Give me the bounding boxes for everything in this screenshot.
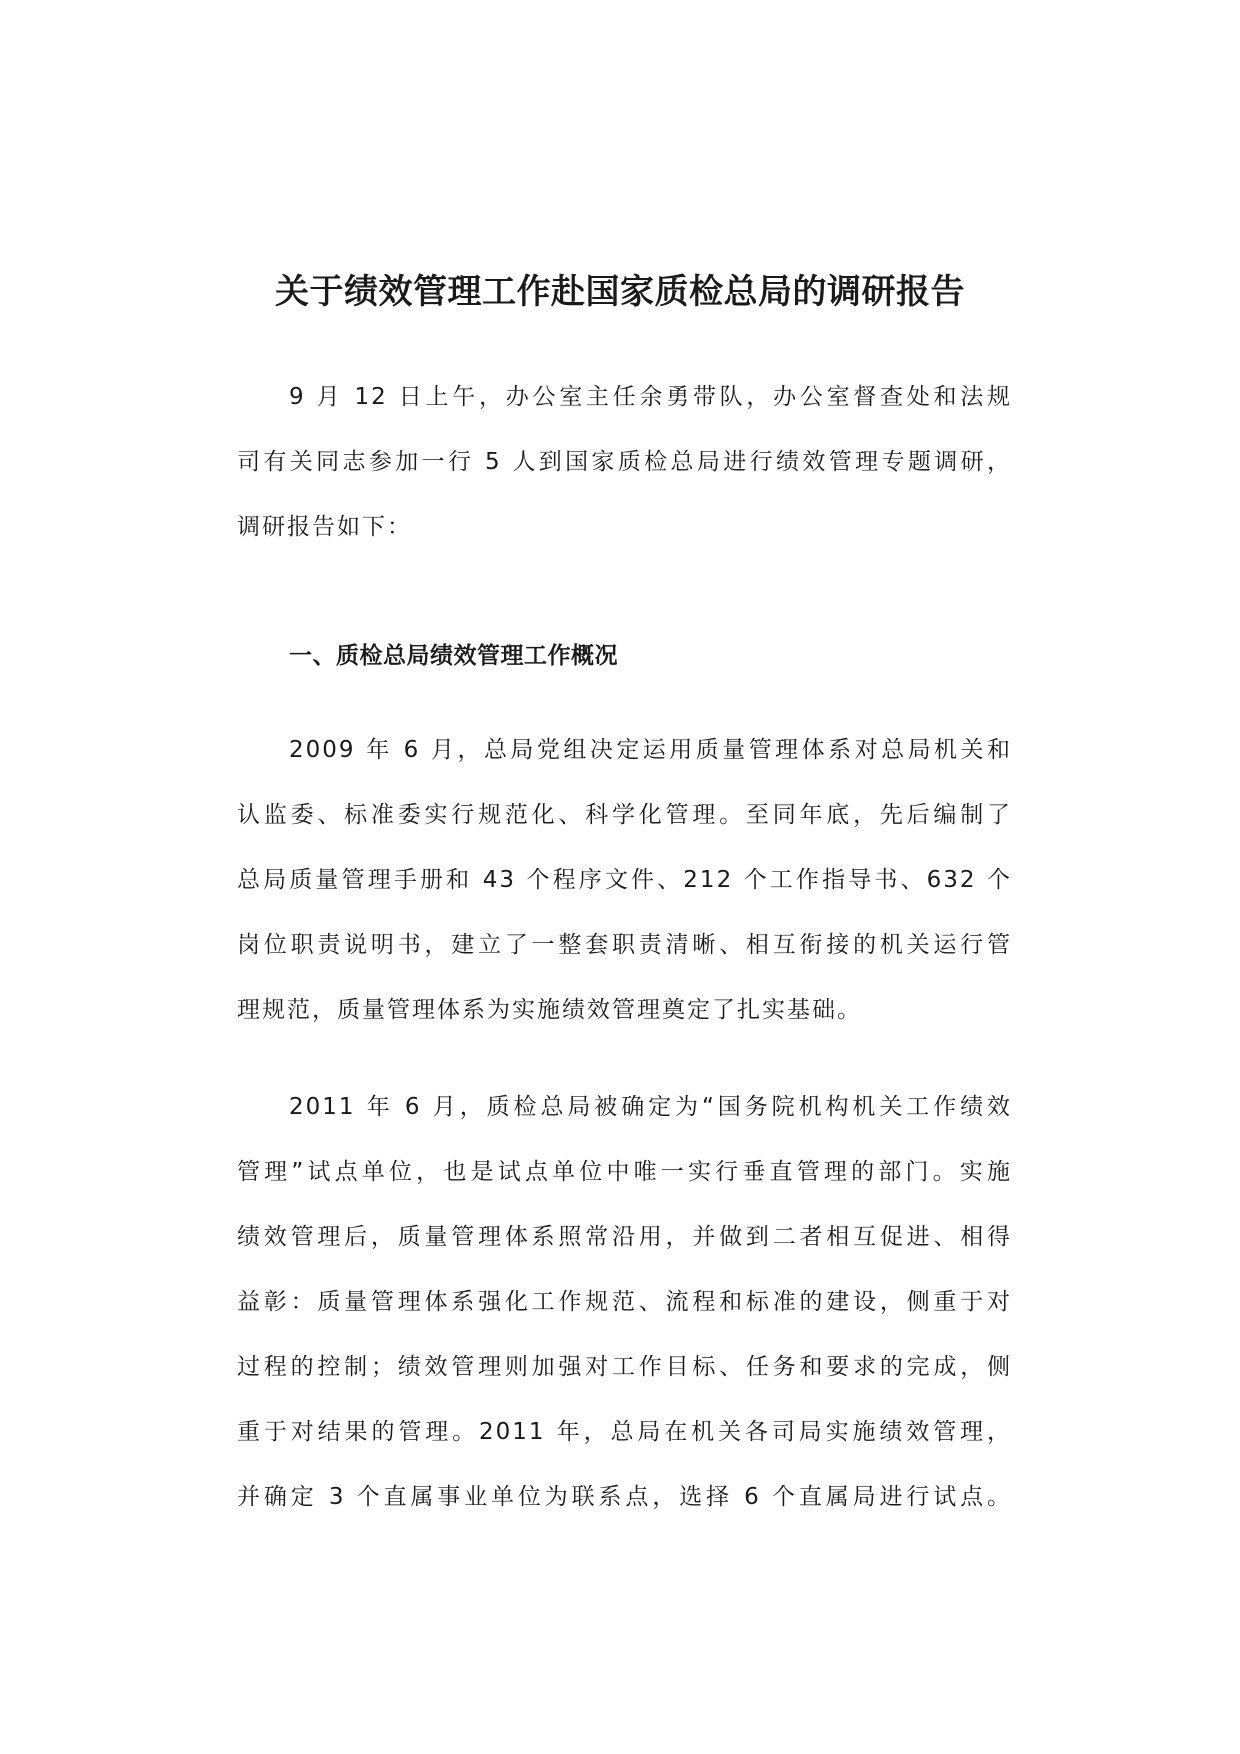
paragraph-line: 认监委、标准委实行规范化、科学化管理。至同年底，先后编制了 <box>237 802 1012 828</box>
paragraph-line: 总局质量管理手册和 43 个程序文件、212 个工作指导书、632 个 <box>237 867 1012 893</box>
intro-paragraph <box>237 365 1012 560</box>
paragraph-line: 司有关同志参加一行 5 人到国家质检总局进行绩效管理专题调研， <box>237 449 1012 475</box>
paragraph-line: 并确定 3 个直属事业单位为联系点，选择 6 个直属局进行试点。 <box>237 1484 1012 1510</box>
overview-paragraph-2 <box>237 1075 1012 1530</box>
overview-paragraph-1 <box>237 718 1012 1043</box>
paragraph-line: 绩效管理后，质量管理体系照常沿用，并做到二者相互促进、相得 <box>237 1224 1012 1250</box>
paragraph-line: 调研报告如下： <box>237 514 412 540</box>
paragraph-line: 岗位职责说明书，建立了一整套职责清晰、相互衔接的机关运行管 <box>237 932 1012 958</box>
paragraph-line: 管理”试点单位，也是试点单位中唯一实行垂直管理的部门。实施 <box>237 1159 1012 1185</box>
paragraph-line: 益彰：质量管理体系强化工作规范、流程和标准的建设，侧重于对 <box>237 1289 1012 1315</box>
paragraph-line: 2009 年 6 月，总局党组决定运用质量管理体系对总局机关和 <box>289 737 1012 763</box>
paragraph-line: 2011 年 6 月，质检总局被确定为“国务院机构机关工作绩效 <box>289 1094 1012 1120</box>
section-heading: 一、质检总局绩效管理工作概况 <box>289 643 618 669</box>
document-title: 关于绩效管理工作赴国家质检总局的调研报告 <box>275 272 965 312</box>
paragraph-line: 理规范，质量管理体系为实施绩效管理奠定了扎实基础。 <box>237 997 862 1023</box>
paragraph-line: 过程的控制；绩效管理则加强对工作目标、任务和要求的完成，侧 <box>237 1354 1012 1380</box>
paragraph-line: 重于对结果的管理。2011 年，总局在机关各司局实施绩效管理， <box>237 1419 1012 1445</box>
paragraph-line: 9 月 12 日上午，办公室主任余勇带队，办公室督查处和法规 <box>289 384 1012 410</box>
